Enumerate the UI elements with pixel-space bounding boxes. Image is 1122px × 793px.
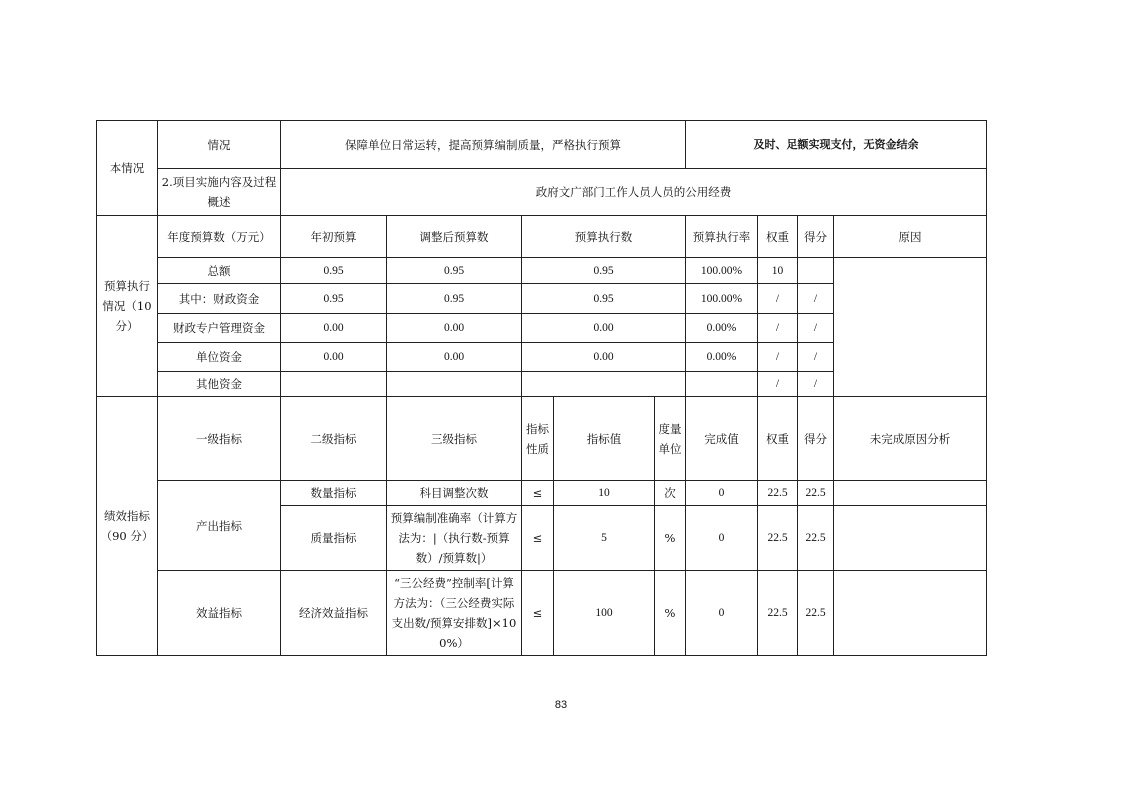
indicator-row: [97, 571, 987, 656]
budget-row-weight: /: [758, 343, 798, 372]
indicator-header-level3: 三级指标: [387, 397, 522, 481]
budget-row-rate: 0.00%: [686, 314, 758, 343]
budget-row-weight: /: [758, 284, 798, 314]
budget-header-executed: 预算执行数: [522, 216, 686, 258]
budget-row-name: 总额: [158, 258, 281, 284]
indicator-score: 22.5: [798, 506, 834, 571]
indicator-level2: 数量指标: [281, 481, 387, 506]
indicator-nature: ≤: [522, 571, 554, 656]
budget-row-rate: 100.00%: [686, 258, 758, 284]
indicator-header-done: 完成值: [686, 397, 758, 481]
budget-row-initial: 0.00: [281, 343, 387, 372]
indicator-value: 5: [554, 506, 655, 571]
indicator-reason: [834, 571, 987, 656]
budget-row-adjusted: 0.95: [387, 258, 522, 284]
indicator-level1: 产出指标: [158, 481, 281, 571]
budget-row-rate: [686, 372, 758, 397]
budget-header-reason: 原因: [834, 216, 987, 258]
basic-row-2: [97, 169, 987, 216]
budget-row-weight: /: [758, 372, 798, 397]
budget-row-name: 单位资金: [158, 343, 281, 372]
budget-row-adjusted: 0.00: [387, 314, 522, 343]
indicator-unit: %: [655, 571, 686, 656]
budget-header-score: 得分: [798, 216, 834, 258]
basic-row-1: [97, 121, 987, 169]
indicator-reason: [834, 481, 987, 506]
budget-row-score: /: [798, 372, 834, 397]
budget-row-adjusted: [387, 372, 522, 397]
budget-header-row: [97, 216, 987, 258]
indicator-header-level2: 二级指标: [281, 397, 387, 481]
budget-header-initial: 年初预算: [281, 216, 387, 258]
budget-row-name: 其他资金: [158, 372, 281, 397]
indicator-done: 0: [686, 571, 758, 656]
indicator-weight: 22.5: [758, 506, 798, 571]
budget-header-name: 年度预算数（万元）: [158, 216, 281, 258]
budget-row-executed: 0.95: [522, 258, 686, 284]
budget-header-weight: 权重: [758, 216, 798, 258]
indicator-weight: 22.5: [758, 571, 798, 656]
indicator-header-reason: 未完成原因分析: [834, 397, 987, 481]
budget-row-name: 财政专户管理资金: [158, 314, 281, 343]
budget-row-weight: /: [758, 314, 798, 343]
indicator-reason: [834, 506, 987, 571]
budget-row-adjusted: 0.00: [387, 343, 522, 372]
budget-row-adjusted: 0.95: [387, 284, 522, 314]
budget-row-name: 其中：财政资金: [158, 284, 281, 314]
budget-row-initial: 0.95: [281, 258, 387, 284]
indicator-unit: %: [655, 506, 686, 571]
indicator-level3: “三公经费”控制率[计算方法为：（三公经费实际支出数/预算安排数]×100%）: [387, 571, 522, 656]
budget-row-rate: 0.00%: [686, 343, 758, 372]
indicator-header-row: [97, 397, 987, 481]
indicator-header-level1: 一级指标: [158, 397, 281, 481]
basic-row2-content: 政府文广部门工作人员人员的公用经费: [281, 169, 987, 216]
budget-row-score: /: [798, 284, 834, 314]
budget-reason-cell: [834, 258, 987, 397]
budget-row-score: /: [798, 314, 834, 343]
basic-section-label: 本情况: [97, 121, 158, 216]
indicator-value: 100: [554, 571, 655, 656]
indicator-header-value: 指标值: [554, 397, 655, 481]
budget-section-label: 预算执行情况（10 分）: [97, 216, 158, 397]
budget-row-rate: 100.00%: [686, 284, 758, 314]
indicator-done: 0: [686, 506, 758, 571]
indicator-score: 22.5: [798, 481, 834, 506]
budget-row-executed: 0.00: [522, 314, 686, 343]
budget-row-initial: 0.95: [281, 284, 387, 314]
basic-row1-label: 情况: [158, 121, 281, 169]
indicator-unit: 次: [655, 481, 686, 506]
indicator-weight: 22.5: [758, 481, 798, 506]
indicator-nature: ≤: [522, 481, 554, 506]
budget-row-score: /: [798, 343, 834, 372]
budget-row-executed: 0.95: [522, 284, 686, 314]
budget-row: [97, 258, 987, 284]
indicator-header-weight: 权重: [758, 397, 798, 481]
budget-row-weight: 10: [758, 258, 798, 284]
indicator-done: 0: [686, 481, 758, 506]
performance-evaluation-table: [96, 120, 987, 656]
indicator-header-unit: 度量单位: [655, 397, 686, 481]
budget-row-score: [798, 258, 834, 284]
budget-row-executed: [522, 372, 686, 397]
budget-row-initial: [281, 372, 387, 397]
indicator-value: 10: [554, 481, 655, 506]
page-number: 83: [554, 699, 568, 711]
indicator-level3: 科目调整次数: [387, 481, 522, 506]
performance-section-label: 绩效指标（90 分）: [97, 397, 158, 656]
indicator-header-score: 得分: [798, 397, 834, 481]
basic-row1-result: 及时、足额实现支付，无资金结余: [686, 121, 987, 169]
indicator-level1: 效益指标: [158, 571, 281, 656]
indicator-level2: 经济效益指标: [281, 571, 387, 656]
basic-row1-content: 保障单位日常运转，提高预算编制质量，严格执行预算: [281, 121, 686, 169]
indicator-level3: 预算编制准确率（计算方法为：|（执行数-预算数）/预算数|）: [387, 506, 522, 571]
budget-row-executed: 0.00: [522, 343, 686, 372]
budget-row-initial: 0.00: [281, 314, 387, 343]
indicator-header-nature: 指标性质: [522, 397, 554, 481]
indicator-row: [97, 481, 987, 506]
budget-header-rate: 预算执行率: [686, 216, 758, 258]
basic-row2-label: 2.项目实施内容及过程概述: [158, 169, 281, 216]
indicator-level2: 质量指标: [281, 506, 387, 571]
indicator-nature: ≤: [522, 506, 554, 571]
indicator-score: 22.5: [798, 571, 834, 656]
budget-header-adjusted: 调整后预算数: [387, 216, 522, 258]
